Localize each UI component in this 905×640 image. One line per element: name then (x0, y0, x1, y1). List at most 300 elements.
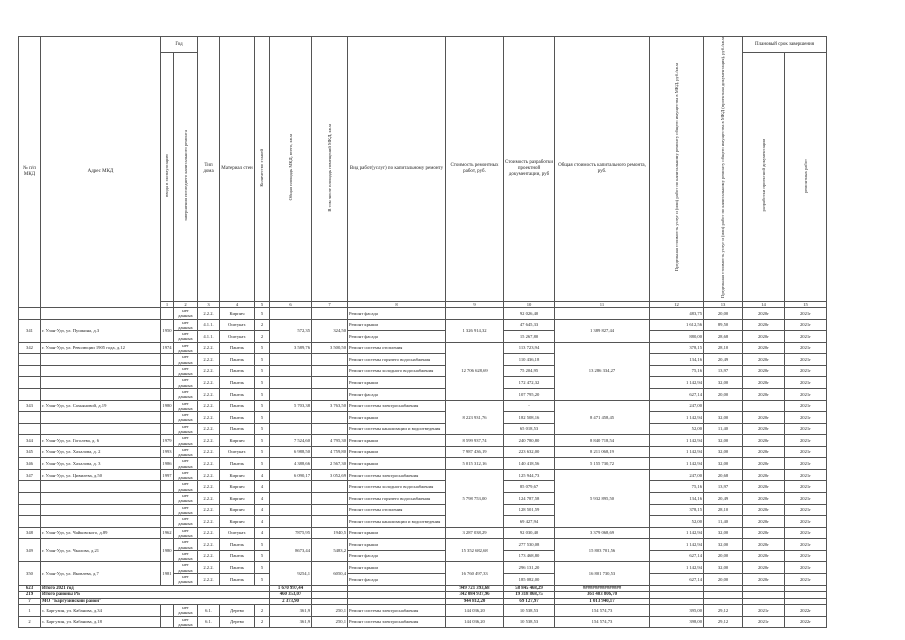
table-cell: Ремонт системы канализации и водоотведения (348, 423, 446, 435)
table-cell: Панель (220, 365, 255, 377)
table-cell (19, 493, 41, 505)
table-cell: 3 287 038,29 (446, 527, 504, 539)
table-cell: 3 500,50 (312, 342, 348, 354)
table-cell: ################ (555, 585, 650, 592)
table-cell: 345 (19, 446, 41, 458)
table-cell: 2021г (785, 469, 827, 481)
table-cell: 6.1. (198, 605, 220, 617)
table-cell: 347 (19, 469, 41, 481)
table-cell: 5 (255, 550, 270, 562)
table-cell (161, 516, 174, 528)
table-cell (270, 308, 312, 320)
table-cell: 4 (255, 481, 270, 493)
table-cell: 627,14 (650, 573, 704, 585)
table-cell: 296 131,20 (504, 562, 555, 574)
table-row (19, 342, 827, 354)
table-cell (270, 516, 312, 528)
table-cell: г. Улан-Удэ, ул. Яковлева, д.7 (41, 562, 161, 585)
table-cell: 32,00 (704, 435, 743, 447)
table-cell: 2021г (785, 550, 827, 562)
table-cell (19, 308, 41, 320)
table-cell: Ремонт крыши (348, 458, 446, 470)
table-cell: 140 418,56 (504, 458, 555, 470)
table-cell: 10 538,53 (504, 605, 555, 617)
table-cell: 11,40 (704, 516, 743, 528)
table-cell: 113 723,94 (504, 342, 555, 354)
col-floors-header: Количество этажей (255, 37, 270, 302)
table-row (19, 365, 827, 377)
table-cell: нет данных (174, 458, 198, 470)
table-cell: Ремонт системы отопления (348, 342, 446, 354)
table-cell: 7 987 436,19 (446, 446, 504, 458)
table-cell: 29,12 (704, 616, 743, 628)
col-number: 1 (161, 301, 174, 307)
table-cell: 2 (19, 616, 41, 628)
table-cell: нет данных (174, 342, 198, 354)
table-cell: 1 142,94 (650, 446, 704, 458)
table-cell: 32,00 (704, 377, 743, 389)
table-cell: 1993 (161, 446, 174, 458)
table-cell (312, 481, 348, 493)
table-row (19, 446, 827, 458)
table-cell: 247,00 (650, 400, 704, 412)
table-cell (41, 365, 161, 377)
table-cell: нет данных (174, 573, 198, 585)
table-cell (446, 308, 504, 320)
table-cell (161, 616, 174, 628)
table-cell: 5 798 753,00 (446, 469, 504, 527)
table-cell: 6050,4 (312, 562, 348, 585)
table-cell: 2.2.2. (198, 423, 220, 435)
table-cell: 277 530,08 (504, 539, 555, 551)
col-design-cost-header: Стоимость разработки проектной документации, руб (504, 37, 555, 302)
table-cell (19, 504, 41, 516)
table-cell: 8673,44 (270, 539, 312, 562)
table-cell: Панель (220, 342, 255, 354)
table-cell: 1 612,56 (650, 319, 704, 331)
table-cell: 2020г (743, 573, 785, 585)
table-cell: 144 036,20 (446, 616, 504, 628)
table-cell: 2020г (743, 354, 785, 366)
table-cell: Ремонт системы электроснабжения (348, 616, 446, 628)
table-cell: 8 223 931,76 (446, 400, 504, 435)
table-cell: 5 (255, 435, 270, 447)
table-cell: Ремонт системы холодного водоснабжения (348, 481, 446, 493)
table-row (19, 504, 827, 516)
table-cell: 348 (19, 527, 41, 539)
table-cell: нет данных (174, 423, 198, 435)
table-cell: 2021г (785, 516, 827, 528)
table-cell: 2021г (785, 573, 827, 585)
table-cell: 4.1.1. (198, 319, 220, 331)
table-cell (161, 423, 174, 435)
table-cell: 4 795,30 (312, 435, 348, 447)
table-cell: 4 (255, 527, 270, 539)
table-cell: 2021г (785, 400, 827, 412)
table-cell: 2021г (785, 412, 827, 424)
table-cell: 1 013 940,17 (555, 598, 650, 605)
table-cell: 2021г (785, 539, 827, 551)
table-cell: 2 (255, 331, 270, 343)
col-year-last-repair-header: завершения последнего капитального ремонта (174, 53, 198, 302)
table-cell: 2 373,90 (270, 598, 312, 605)
col-num-header: № п/п МКД (19, 37, 41, 308)
table-cell: 185 082,00 (504, 573, 555, 585)
table-cell: 1 142,94 (650, 539, 704, 551)
table-cell: 52,00 (650, 516, 704, 528)
col-address-header: Адрес МКД (41, 37, 161, 308)
table-cell (270, 365, 312, 377)
table-cell: 6 090,17 (270, 469, 312, 481)
table-cell: 28,68 (704, 331, 743, 343)
table-cell (41, 377, 161, 389)
table-cell: 2021г (785, 331, 827, 343)
table-cell: Ремонт крыши (348, 527, 446, 539)
table-cell: 2021г (785, 493, 827, 505)
table-cell: 69 427,94 (504, 516, 555, 528)
table-cell: 2020г (743, 365, 785, 377)
table-cell: Дерево (220, 616, 255, 628)
col-number: 15 (785, 301, 827, 307)
table-cell: 5 (255, 562, 270, 574)
table-cell: с. Баргузин, ул. Кабанова, д.34 (41, 605, 161, 617)
capital-repair-table (18, 36, 827, 628)
table-cell (161, 605, 174, 617)
table-row (19, 481, 827, 493)
table-cell (41, 423, 161, 435)
table-cell: 2020г (743, 493, 785, 505)
table-cell: 2.2.2. (198, 412, 220, 424)
table-cell: 2021г (785, 377, 827, 389)
table-cell (312, 308, 348, 320)
table-cell: 20,00 (704, 308, 743, 320)
table-cell: Ремонт крыши (348, 562, 446, 574)
col-year-group: Год (161, 37, 198, 53)
table-cell (161, 365, 174, 377)
table-cell: 32,00 (704, 539, 743, 551)
table-cell: 15 352 682,68 (446, 539, 504, 562)
table-cell: Ремонт системы электроснабжения (348, 400, 446, 412)
table-cell: 2021г (785, 458, 827, 470)
table-cell: 75,16 (650, 481, 704, 493)
table-cell: 16 760 497,33 (446, 562, 504, 585)
table-cell: 341 (19, 319, 41, 342)
table-cell: 13,97 (704, 365, 743, 377)
table-cell: 28,10 (704, 504, 743, 516)
table-cell: 1 389 827,44 (555, 319, 650, 342)
table-cell: г. Улан-Удэ, ул. Гоголева, д. 6 (41, 435, 161, 447)
table-cell: 361 403 806,70 (555, 592, 650, 599)
table-cell (41, 354, 161, 366)
table-cell (161, 354, 174, 366)
table-cell (19, 354, 41, 366)
table-cell: 944 812,20 (446, 598, 504, 605)
table-cell: 2021г (785, 527, 827, 539)
table-cell: 2021г (743, 605, 785, 617)
table-cell: 2021г (785, 388, 827, 400)
table-cell: нет данных (174, 516, 198, 528)
table-cell (312, 377, 348, 389)
table-cell: 627,14 (650, 550, 704, 562)
table-cell: 2021г (785, 423, 827, 435)
table-cell: 1986 (161, 458, 174, 470)
table-cell: 250,1 (312, 616, 348, 628)
table-cell: 343 (19, 400, 41, 412)
table-cell: Ремонт фасада (348, 573, 446, 585)
col-number: 9 (446, 301, 504, 307)
table-cell: Панель (220, 412, 255, 424)
table-cell: 20,00 (704, 388, 743, 400)
table-cell: Ремонт фасада (348, 388, 446, 400)
table-cell (312, 412, 348, 424)
table-row (19, 516, 827, 528)
table-cell: 949 721 393,68 (446, 585, 504, 592)
col-number: 13 (704, 301, 743, 307)
table-cell (312, 423, 348, 435)
table-cell: нет данных (174, 504, 198, 516)
table-cell: Ремонт крыши (348, 412, 446, 424)
table-cell: 173 468,80 (504, 550, 555, 562)
table-cell: 6.1. (198, 616, 220, 628)
table-cell: 572,35 (270, 319, 312, 342)
table-row (19, 377, 827, 389)
table-cell (270, 377, 312, 389)
table-cell: 2020г (743, 412, 785, 424)
table-cell: нет данных (174, 527, 198, 539)
table-row (19, 539, 827, 551)
table-cell: 4 (255, 516, 270, 528)
col-total-area-header: Общая площадь МКД, всего, кв.м (270, 37, 312, 302)
table-cell: 250,1 (312, 605, 348, 617)
table-cell: 11,40 (704, 423, 743, 435)
table-cell (270, 388, 312, 400)
table-cell: 2021г (785, 504, 827, 516)
table-cell: 2.2.2. (198, 493, 220, 505)
table-cell: 223 632,00 (504, 446, 555, 458)
table-cell: нет данных (174, 435, 198, 447)
table-cell: нет данных (174, 446, 198, 458)
table-cell: 378,15 (650, 504, 704, 516)
table-cell: 2020г (743, 388, 785, 400)
table-cell: 5 (255, 308, 270, 320)
table-cell (270, 481, 312, 493)
table-cell: Панель (220, 458, 255, 470)
table-cell: 3 379 068,69 (555, 527, 650, 539)
table-cell: 2.2.2. (198, 354, 220, 366)
table-cell: 10 538,53 (504, 616, 555, 628)
table-cell: - (504, 400, 555, 412)
table-cell (270, 504, 312, 516)
table-cell: Панель (220, 423, 255, 435)
table-cell: 5 (255, 377, 270, 389)
table-cell: 5 (255, 573, 270, 585)
table-cell: 1962 (161, 527, 174, 539)
table-cell: 1980 (161, 400, 174, 412)
table-cell: 8 211 068,19 (555, 446, 650, 458)
table-cell: г. Улан-Удэ, ул. Сахьяновой, д.19 (41, 400, 161, 412)
table-row (19, 469, 827, 481)
table-cell: 2020г (743, 308, 785, 320)
table-cell: 3 763,50 (312, 400, 348, 412)
table-cell: 110 436,18 (504, 354, 555, 366)
table-cell: 20,68 (704, 469, 743, 481)
table-cell: Итого районы РБ (41, 592, 270, 599)
table-cell: 2021г (785, 562, 827, 574)
table-cell: 5 155 730,72 (555, 458, 650, 470)
table-cell: 2020г (743, 319, 785, 331)
table-cell: 1979 (161, 435, 174, 447)
table-cell: 2020г (743, 331, 785, 343)
table-cell: 346 (19, 458, 41, 470)
table-cell: 32,00 (704, 458, 743, 470)
table-cell: 144 036,20 (446, 605, 504, 617)
table-cell: 344 (19, 435, 41, 447)
col-number: 3 (198, 301, 220, 307)
table-cell: 1 142,94 (650, 435, 704, 447)
table-cell (312, 493, 348, 505)
table-row (19, 435, 827, 447)
table-row (19, 354, 827, 366)
table-cell: 2.2.2. (198, 308, 220, 320)
table-cell: 29,12 (704, 605, 743, 617)
table-cell: 5 (255, 446, 270, 458)
col-deadline-group: Плановый срок завершения (743, 37, 827, 53)
table-cell: 5483,2 (312, 539, 348, 562)
table-cell: 5 (255, 412, 270, 424)
table-cell: 2.2.2. (198, 573, 220, 585)
table-cell: 65 018,53 (504, 423, 555, 435)
table-cell: 1 142,94 (650, 527, 704, 539)
col-number: 2 (174, 301, 198, 307)
table-cell: нет данных (174, 412, 198, 424)
table-cell: 92 030,40 (504, 527, 555, 539)
table-cell: нет данных (174, 616, 198, 628)
table-cell: Ремонт системы канализации и водоотведения (348, 516, 446, 528)
table-cell: 2 (255, 616, 270, 628)
table-row (19, 412, 827, 424)
table-cell: 19 318 868,75 (504, 592, 555, 599)
table-cell: 32,00 (704, 527, 743, 539)
table-cell: 125 944,73 (504, 469, 555, 481)
table-cell: 4 759,80 (312, 446, 348, 458)
table-cell: 58 845 468,29 (504, 585, 555, 592)
table-cell (312, 354, 348, 366)
table-cell: 12 706 628,69 (446, 342, 504, 400)
table-cell: 623 (19, 585, 41, 592)
table-cell: 2020г (743, 423, 785, 435)
table-cell: 5 (255, 388, 270, 400)
col-work-type-header: Вид работ(услуг) по капитальному ремонту (348, 37, 446, 302)
table-cell: 1 (19, 605, 41, 617)
table-cell: нет данных (174, 354, 198, 366)
table-cell: 1 670 997,44 (270, 585, 312, 592)
table-cell: 2.2.2. (198, 504, 220, 516)
col-repair-cost-header: Стоимость ремонтных работ, руб. (446, 37, 504, 302)
table-cell: нет данных (174, 605, 198, 617)
table-cell: 13,97 (704, 481, 743, 493)
col-number: 7 (312, 301, 348, 307)
table-cell: Ремонт системы горячего водоснабжения (348, 354, 446, 366)
table-cell: 2.2.2. (198, 342, 220, 354)
table-cell: 32,00 (704, 412, 743, 424)
table-cell: г. Улан-Удэ, ул. Революции 1905 года, д.12 (41, 342, 161, 354)
table-cell: Кирпич (220, 493, 255, 505)
table-cell: 342 084 937,96 (446, 592, 504, 599)
table-cell (41, 504, 161, 516)
table-cell: 4 (255, 469, 270, 481)
table-cell: Ремонт системы электроснабжения (348, 469, 446, 481)
col-number: 8 (348, 301, 446, 307)
table-cell: 2020г (743, 562, 785, 574)
table-cell: 2021г (785, 342, 827, 354)
col-number: 10 (504, 301, 555, 307)
table-cell: 28,10 (704, 342, 743, 354)
table-cell (704, 400, 743, 412)
table-cell: 361,9 (270, 605, 312, 617)
table-cell: Ремонт крыши (348, 319, 446, 331)
table-cell: 2.2.2. (198, 400, 220, 412)
table-cell: 349 (19, 539, 41, 562)
table-cell: нет данных (174, 365, 198, 377)
table-cell (41, 516, 161, 528)
table-cell: 20,49 (704, 354, 743, 366)
table-cell: 8 471 458,45 (555, 400, 650, 435)
table-cell: нет данных (174, 400, 198, 412)
table-cell: Ремонт фасада (348, 550, 446, 562)
table-cell: 2020г (743, 539, 785, 551)
table-cell: 2020г (743, 377, 785, 389)
table-cell: 2021г (785, 446, 827, 458)
table-cell: 2020г (743, 446, 785, 458)
table-row (19, 616, 827, 628)
table-cell: 2020г (743, 504, 785, 516)
table-cell: Оштукат. (220, 446, 255, 458)
table-cell: 16 801 730,53 (555, 562, 650, 585)
table-cell: с. Баргузин, ул. Кабанова, д.18 (41, 616, 161, 628)
table-cell (270, 412, 312, 424)
table-cell: 378,15 (650, 342, 704, 354)
table-cell (161, 412, 174, 424)
table-row (19, 388, 827, 400)
table-cell: 15 267,80 (504, 331, 555, 343)
table-cell: г. Улан-Удэ, ул. Чайковского, д.89 (41, 527, 161, 539)
table-cell: 32,00 (704, 446, 743, 458)
table-cell: нет данных (174, 319, 198, 331)
table-cell: 1 142,94 (650, 377, 704, 389)
table-row (19, 605, 827, 617)
table-cell: 182 508,16 (504, 412, 555, 424)
table-cell: 154 574,73 (555, 616, 650, 628)
table-cell (270, 423, 312, 435)
table-cell: Панель (220, 539, 255, 551)
table-cell: 2020г (743, 550, 785, 562)
table-cell: Кирпич (220, 504, 255, 516)
table-cell: г. Улан-Удэ, ул. Хахалова, д. 2 (41, 446, 161, 458)
table-cell: 2.2.2. (198, 365, 220, 377)
table-cell: Ремонт системы электроснабжения (348, 605, 446, 617)
table-cell: 5 703,38 (270, 400, 312, 412)
table-cell: 2020г (743, 469, 785, 481)
table-row (19, 423, 827, 435)
table-row (19, 527, 827, 539)
col-number: 6 (270, 301, 312, 307)
table-row (19, 308, 827, 320)
table-cell: нет данных (174, 493, 198, 505)
table-cell: 2020г (743, 481, 785, 493)
table-cell: 52,00 (650, 423, 704, 435)
table-cell: 1974 (161, 342, 174, 354)
table-cell (41, 308, 161, 320)
